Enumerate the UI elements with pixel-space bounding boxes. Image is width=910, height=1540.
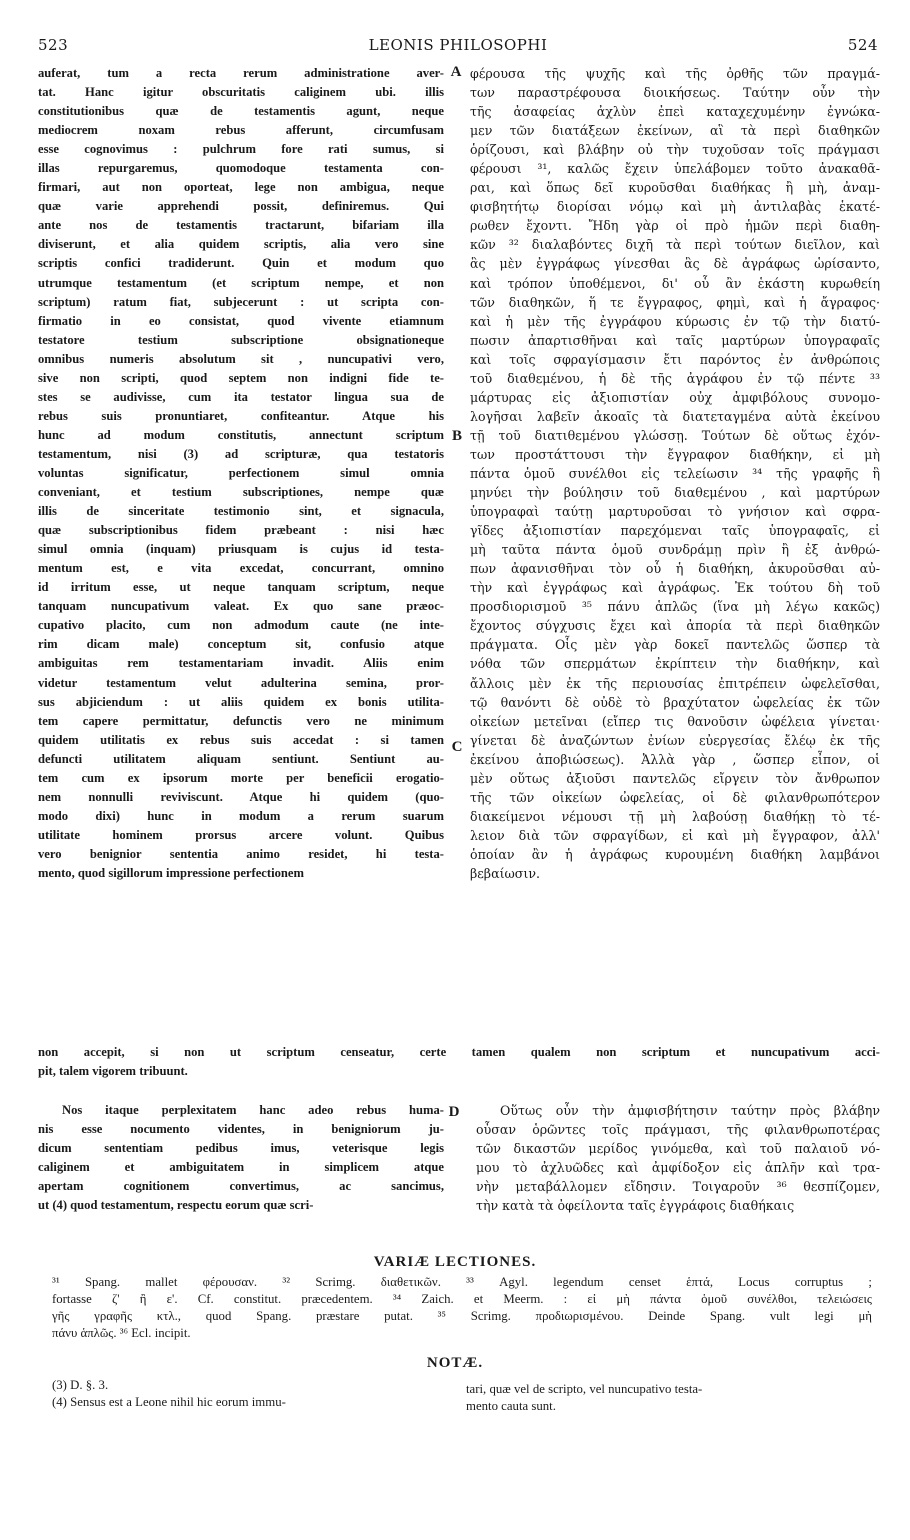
text-line: τῆς ἀσαφείας ἀχλὺν ἐπεὶ καταχεχυμένην ἐγνώκα- xyxy=(470,104,880,120)
text-line: πωσιν ἀπαρτισθῆναι καὶ ταῖς μαρτύρων ὑπογραφαῖς xyxy=(470,332,880,348)
text-line: ραι, καὶ ὅπως δεῖ κυροῦσθαι διαθήκας ἢ μὴ, ἀναμ- xyxy=(470,180,880,196)
variae-lectiones-title: VARIÆ LECTIONES. xyxy=(373,1254,537,1270)
text-line: ρωθεν ἔχοντι. Ἤδη γὰρ οἱ πρὸ ἡμῶν περὶ διαθη- xyxy=(470,218,880,234)
text-line: κῶν ³² διαλαβόντες διχῆ τὰ περὶ τούτων διεῖλον, καὶ xyxy=(470,237,880,253)
text-line: Οὕτως οὖν τὴν ἀμφισβήτησιν ταύτην πρὸς βλάβην xyxy=(500,1103,880,1118)
text-line: nis esse nocumento videntes, in benigniorum ju- xyxy=(38,1122,444,1137)
text-line: προσδιορισμοῦ ³⁵ πάνυ ἁπλῶς (ἵνα μὴ λέγω κακῶς) xyxy=(470,599,880,615)
text-line: οἰκείων μετεῖναι (εἴπερ τις θανοῦσιν ὠφέλεια γίνεται· xyxy=(470,713,880,729)
text-line: utilitate hominem prorsus arcere volunt. Quibus xyxy=(38,827,444,842)
text-line: quæ varie apprehendi possit, definiremus. Qui xyxy=(38,199,444,214)
text-line: utrumque testamentum (et scriptum nempe, et non xyxy=(38,275,444,290)
text-line: pit, talem vigorem tribuunt. xyxy=(38,1064,188,1079)
text-line: cupativo placito, cum non admodum caute (ne inte- xyxy=(38,618,444,633)
full-width-paragraph xyxy=(38,1043,880,1081)
text-line: videtur testamentum velut adulterina semina, pror- xyxy=(38,675,444,690)
text-line: fortasse ζ' ἢ ε'. Cf. constitut. præcedentem. ³⁴ Zaich. et Meerm. : εἰ μὴ πάντα ὁμοῦ συνέλθοι, τελειώσεις xyxy=(52,1292,872,1306)
latin-column-1 xyxy=(38,64,444,883)
text-line: ὑπογραφαὶ ταύτῃ μαρτυροῦσαι τὸ γνήσιον καὶ σφρα- xyxy=(470,504,880,520)
text-line: καὶ τρόπον ὑποθέμενοι, δι' οὗ ἂν ἑκάστη κυρωθείη xyxy=(470,275,880,291)
greek-column-2 xyxy=(476,1101,880,1215)
page-title: LEONIS PHILOSOPHI xyxy=(368,36,548,54)
text-line: νόθα τῶν σπερμάτων ἐκρίπτειν τὴν διαθήκην, καὶ xyxy=(470,656,880,672)
text-line: τὴν κατὰ τὰ ὀφείλοντα ταῖς ἐγγράφοις διαθήκαις xyxy=(476,1198,795,1214)
text-line: φέρουσα τῆς ψυχῆς καὶ τῆς ὀρθῆς τῶν πραγμά- xyxy=(470,66,880,81)
text-line: illas repurgaremus, quomodoque testamenta con- xyxy=(38,161,444,176)
text-line: mento cauta sunt. xyxy=(466,1399,556,1413)
text-line: οὖσαν ὁρῶντες τοῖς πράγμασι, τῆς φιλανθρωποτέρας xyxy=(476,1122,880,1138)
text-line: γῖδες ἀξιοπιστίαν παρεχόμεναι ταῖς ὑπογραφαῖς, εἰ xyxy=(470,523,880,539)
text-line: simul omnia (inquam) priusquam is cujus id testa- xyxy=(38,542,444,557)
text-line: ἄλλοις μὲν ἐκ τῆς περιουσίας ἐπιτρέπειν ὠφελεῖσθαι, xyxy=(470,675,880,691)
text-line: ἃς μὲν ἐγγράφως γίνεσθαι ἃς δὲ ἀγράφως ὡρίσαντο, xyxy=(470,256,880,272)
text-line: ³¹ Spang. mallet φέρουσαν. ³² Scrimg. διαθετικῶν. ³³ Agyl. legendum censet ἑπτά, Locus corruptus ; xyxy=(52,1275,872,1289)
margin-marker-d: D xyxy=(448,1104,460,1120)
page-number-right: 524 xyxy=(847,36,878,54)
text-line: sive non scripti, quod septem non indigni fide te- xyxy=(38,370,444,385)
text-line: ambiguitas rem testamentariam invadit. Aliis enim xyxy=(38,656,444,671)
text-line: scriptum) ratum fiat, subjecerunt : ut scripta con- xyxy=(38,294,444,309)
text-line: illis de sinceritate testimonio sint, et signacula, xyxy=(38,504,444,519)
text-line: πράγματα. Οἷς μὲν γὰρ δοκεῖ παντελῶς ὥσπερ τὰ xyxy=(470,637,880,653)
text-line: των παραστρέφουσα διοικήσεως. Ταύτην οὖν τὴν xyxy=(470,85,880,101)
text-line: τῶν διαθηκῶν, ἥ τε ἔγγραφος, φημὶ, καὶ ἡ ἄγραφος· xyxy=(470,294,880,310)
running-head xyxy=(38,36,878,58)
text-line: mentum est, e vita excedat, concurrant, omnino xyxy=(38,561,444,576)
page-number-left: 523 xyxy=(38,36,69,54)
text-line: φέρουσι ³¹, καλῶς ἔχειν ὑπελάβομεν τοῦτο ἀνακαθᾶ- xyxy=(470,161,880,177)
text-line: μηνύει τὴν βούλησιν τοῦ διαθεμένου , καὶ μαρτύρων xyxy=(470,485,880,501)
text-line: ἔχοντος σύγχυσις ἔχει καὶ ἀπορία τὰ περὶ διαθηκῶν xyxy=(470,618,880,634)
text-line: βεβαίωσιν. xyxy=(470,865,540,881)
text-line: τῇ τοῦ διατιθεμένου γλώσσῃ. Τούτων δὲ οὕτως ἐχόν- xyxy=(470,427,880,443)
text-line: mento, quod sigillorum impressione perfectionem xyxy=(38,865,304,880)
text-line: μου τὸ ἀχλυῶδες καὶ ἀμφίδοξον εἰς ἁπλῆν καὶ τρα- xyxy=(476,1160,880,1176)
text-line: ἐκείνου ἀποβιώσεως). Ἀλλὰ γὰρ , ὥσπερ εἶπον, οἱ xyxy=(470,751,880,767)
text-line: τῷ θανόντι δὲ οὐδὲ τὸ βραχύτατον ὠφελείας ἐκ τῶν xyxy=(470,694,880,710)
text-line: μὲν οὕτως ἀξιοῦσι παντελῶς εἴργειν τὸν ἄνθρωπον xyxy=(470,770,880,786)
notae-right-column xyxy=(466,1381,870,1415)
text-line: τὴν καὶ ἐγγράφως καὶ ἀγράφως. Ἐκ τούτου δὴ τοῦ xyxy=(470,580,880,596)
text-line: λειον διὰ τῶν σφραγίδων, εἰ καὶ μὴ ἔγγραφον, ἀλλ' xyxy=(470,827,880,843)
text-line: γίνεται δὲ ἀναζώντων ἐνίων εὐεργεσίας ἔλέῳ ἐκ τῆς xyxy=(470,732,880,748)
text-line: των προστάττουσι τὴν ἔγγραφον διαθήκην, εἰ μὴ xyxy=(470,446,880,462)
text-line: πάνυ ἁπλῶς. ³⁶ Ecl. incipit. xyxy=(52,1326,191,1340)
text-line: quidem utilitatis ex rebus suis accedat : si tamen xyxy=(38,732,444,747)
text-line: διακείμενοι νέμουσι τῇ μὴ λαβούσῃ διαθήκῃ τὸ τέ- xyxy=(470,808,880,824)
text-line: ὁποίαν ἂν ἡ ἀγράφως κυρουμένη διαθήκη λαμβάνοι xyxy=(470,846,880,862)
greek-column-1 xyxy=(470,64,880,883)
text-line: ὁρίζουσι, καὶ βλάβην οὐ τὴν τυχοῦσαν τοῖς πράγμασι xyxy=(470,142,880,158)
notae-left-column xyxy=(52,1377,442,1411)
text-line: apertam cognitionem convertimus, ac sancimus, xyxy=(38,1179,444,1194)
text-line: omnibus numeris absolutum sit , nuncupativi vero, xyxy=(38,351,444,366)
text-line: dicum sententiam pedibus imus, veterisque legis xyxy=(38,1141,444,1156)
text-line: sus abjiciendum : ut aliis quidem ex bonis utilita- xyxy=(38,694,444,709)
text-line: id irritum esse, ut neque tanquam scriptum, neque xyxy=(38,580,444,595)
text-line: tem capere permittatur, defunctis vero ne minimum xyxy=(38,713,444,728)
text-line: rebus suis pronuntiaret, confiteantur. Atque his xyxy=(38,408,444,423)
text-line: μάρτυρας εἰς ἀξιοπιστίαν οὐχ ἀμφιβόλους συνομο- xyxy=(470,389,880,405)
text-line: mediocrem noxam rebus afferunt, circumfusam xyxy=(38,123,444,138)
text-line: γῆς γραφῆς κτλ., quod Spang. præstare putat. ³⁵ Scrimg. προδιωρισμένου. Deinde Spang. vult legi μὴ xyxy=(52,1309,872,1323)
text-line: (4) Sensus est a Leone nihil hic eorum immu- xyxy=(52,1395,286,1409)
text-line: testatore testium subscriptione obsignationeque xyxy=(38,332,444,347)
text-line: quæ subscriptionibus fidem præbeant : nisi hæc xyxy=(38,523,444,538)
text-line: caliginem et ambiguitatem in simplicem atque xyxy=(38,1160,444,1175)
margin-marker-c: C xyxy=(451,739,463,755)
text-line: tanquam nuncupativum valeat. Ex quo sane præoc- xyxy=(38,599,444,614)
text-line: tat. Hanc igitur obscuritatis caliginem ubi. illis xyxy=(38,85,444,100)
text-line: ut (4) quod testamentum, respectu eorum quæ scri- xyxy=(38,1198,314,1213)
text-line: tari, quæ vel de scripto, vel nuncupativo testa- xyxy=(466,1382,703,1396)
text-line: ante nos de testamentis tractarunt, bifariam illa xyxy=(38,218,444,233)
text-line: nem nonnulli reviviscunt. Atque hi quidem (quo- xyxy=(38,789,444,804)
text-line: Nos itaque perplexitatem hanc adeo rebus huma- xyxy=(62,1103,444,1117)
text-line: non accepit, si non ut scriptum censeatur, certe tamen qualem non scriptum et nuncupativum acci- xyxy=(38,1045,880,1059)
text-line: φισβητήτῳ διορίσαι νόμῳ καὶ μὴ ἀντιλαβὰς ἑκατέ- xyxy=(470,199,880,215)
text-line: vero benignior sententia animo residet, hi testa- xyxy=(38,846,444,861)
text-line: πάντα ὁμοῦ συνέλθοι εἰς τελείωσιν ³⁴ τῆς γραφῆς ἣ xyxy=(470,465,880,481)
margin-marker-b: B xyxy=(451,428,462,444)
text-line: λογῆσαι λαβεῖν ἀκοαῖς τὰ διατεταγμένα αὐτὰ ἐκείνου xyxy=(470,408,880,424)
text-line: firmatio in eo consistat, quod vivente etiamnum xyxy=(38,313,444,328)
text-line: τῆς τῶν οἰκείων ὠφελείας, οἱ δὲ φιλανθρωπότερον xyxy=(470,789,880,805)
text-line: τῶν δικαστῶν μερίδος γινόμεθα, καὶ τοῦ παλαιοῦ νό- xyxy=(476,1141,880,1157)
text-line: καὶ ἡ μὲν τῆς ἐγγράφου κύρωσις ἐν τῷ τὴν διατύ- xyxy=(470,313,880,329)
text-line: esse cognovimus : pulchrum fore rati sumus, si xyxy=(38,142,444,157)
text-line: testamentum, nisi (3) ad scripturæ, qua testatoris xyxy=(38,446,444,461)
text-line: stes se audivisse, cum ita testator lingua sua de xyxy=(38,389,444,404)
text-line: rim dicam male) conceptum sit, confusio atque xyxy=(38,637,444,652)
text-line: defuncti utilitatem aliquam sentiunt. Sentiunt au- xyxy=(38,751,444,766)
text-line: νὴν μεταβάλλομεν εἴδησιν. Τοιγαροῦν ³⁶ θεσπίζομεν, xyxy=(476,1179,880,1195)
text-line: auferat, tum a recta rerum administratione aver- xyxy=(38,66,444,80)
text-line: καὶ τοῖς σφραγίσμασιν ἔτι παρόντος ἐν ἀνθρώποις xyxy=(470,351,880,367)
text-line: conveniant, et testium subscriptiones, nempe quæ xyxy=(38,485,444,500)
text-line: tem cum ex ipsorum morte per beneficii erogatio- xyxy=(38,770,444,785)
margin-marker-a: A xyxy=(450,64,462,80)
text-line: (3) D. §. 3. xyxy=(52,1378,109,1392)
text-line: modo dixi) hunc in modum a rerum suarum xyxy=(38,808,444,823)
variae-lectiones-notes xyxy=(52,1274,872,1342)
text-line: voluntas significatur, perfectionem simul omnia xyxy=(38,465,444,480)
notae-title: NOTÆ. xyxy=(426,1355,484,1371)
text-line: πων ἀφανισθῆναι τὸν οὗ ἡ διαθήκη, ἀκυροῦσθαι αὐ- xyxy=(470,561,880,577)
text-line: scriptis confici tradiderunt. Quin et modum quo xyxy=(38,256,444,271)
text-line: diviserunt, et alia quidem scriptis, alia vero sine xyxy=(38,237,444,252)
text-line: constitutionibus quæ de testamentis agunt, neque xyxy=(38,104,444,119)
text-line: μεν τῶν διατάξεων ἐκείνων, αἳ τὰ περὶ διαθηκῶν xyxy=(470,123,880,139)
text-line: τοῦ διαθεμένου, ἡ δὲ τῆς ἀγράφου ἐν τῷ πέντε ³³ xyxy=(470,370,880,386)
latin-column-2 xyxy=(38,1101,444,1215)
text-line: firmari, aut non oporteat, lege non ambigua, neque xyxy=(38,180,444,195)
text-line: μὴ ταῦτα πάντα ὁμοῦ συνδράμῃ πρὶν ἢ ἐξ ἀνθρώ- xyxy=(470,542,880,558)
text-line: hunc ad modum constitutis, annectunt scriptum xyxy=(38,427,444,442)
